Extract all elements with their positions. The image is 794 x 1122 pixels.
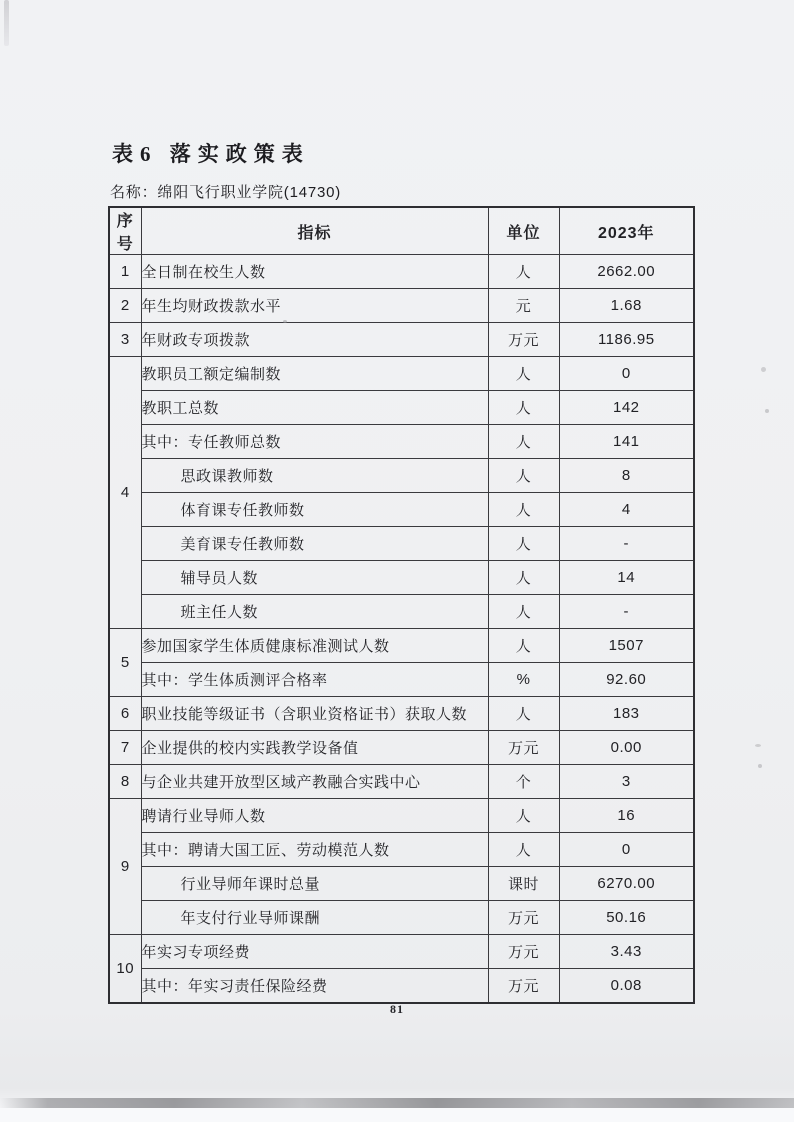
indicator-cell: 教职员工额定编制数 — [141, 357, 488, 391]
row-number-cell: 8 — [109, 765, 141, 799]
unit-cell: 人 — [488, 561, 559, 595]
unit-cell: 万元 — [488, 969, 559, 1004]
row-number-cell: 3 — [109, 323, 141, 357]
unit-cell: 人 — [488, 425, 559, 459]
indicator-cell: 其中：年实习责任保险经费 — [141, 969, 488, 1004]
row-number-cell: 4 — [109, 357, 141, 629]
col-header-unit: 单位 — [488, 207, 559, 255]
table-row — [109, 493, 694, 527]
value-cell: 6270.00 — [559, 867, 694, 901]
table-row — [109, 425, 694, 459]
value-cell: 50.16 — [559, 901, 694, 935]
value-cell: 183 — [559, 697, 694, 731]
unit-cell: 人 — [488, 527, 559, 561]
table-row — [109, 323, 694, 357]
table-row — [109, 595, 694, 629]
table-row — [109, 391, 694, 425]
unit-cell: 人 — [488, 799, 559, 833]
indicator-cell: 全日制在校生人数 — [141, 255, 488, 289]
table-row — [109, 799, 694, 833]
indicator-cell: 其中：专任教师总数 — [141, 425, 488, 459]
value-cell: 142 — [559, 391, 694, 425]
table-row — [109, 527, 694, 561]
unit-cell: 课时 — [488, 867, 559, 901]
indicator-cell: 其中：学生体质测评合格率 — [141, 663, 488, 697]
scan-artifact — [4, 0, 9, 46]
indicator-cell: 与企业共建开放型区域产教融合实践中心 — [141, 765, 488, 799]
policy-table-body — [109, 255, 694, 1004]
row-number-cell: 6 — [109, 697, 141, 731]
table-row — [109, 561, 694, 595]
indicator-cell: 年实习专项经费 — [141, 935, 488, 969]
unit-cell: 个 — [488, 765, 559, 799]
unit-cell: 元 — [488, 289, 559, 323]
value-cell: 4 — [559, 493, 694, 527]
value-cell: 141 — [559, 425, 694, 459]
value-cell: 0.08 — [559, 969, 694, 1004]
unit-cell: % — [488, 663, 559, 697]
table-row — [109, 289, 694, 323]
scan-artifact — [765, 409, 769, 413]
unit-cell: 人 — [488, 833, 559, 867]
unit-cell: 万元 — [488, 731, 559, 765]
indicator-cell: 教职工总数 — [141, 391, 488, 425]
value-cell: 14 — [559, 561, 694, 595]
unit-cell: 人 — [488, 629, 559, 663]
scan-edge-strip — [0, 1108, 794, 1122]
indicator-cell: 企业提供的校内实践教学设备值 — [141, 731, 488, 765]
value-cell: 3.43 — [559, 935, 694, 969]
value-cell: 1.68 — [559, 289, 694, 323]
table-row — [109, 357, 694, 391]
value-cell: 0 — [559, 357, 694, 391]
col-header-no: 序号 — [109, 207, 141, 255]
value-cell: 0 — [559, 833, 694, 867]
table-row — [109, 901, 694, 935]
indicator-cell: 年支付行业导师课酬 — [141, 901, 488, 935]
indicator-cell: 思政课教师数 — [141, 459, 488, 493]
value-cell: 2662.00 — [559, 255, 694, 289]
row-number-cell: 5 — [109, 629, 141, 697]
unit-cell: 人 — [488, 357, 559, 391]
page-title: 表6 落实政策表 — [112, 142, 310, 166]
institution-name-line: 名称：绵阳飞行职业学院(14730) — [110, 184, 342, 201]
indicator-cell: 聘请行业导师人数 — [141, 799, 488, 833]
unit-cell: 万元 — [488, 935, 559, 969]
table-row — [109, 765, 694, 799]
unit-cell: 人 — [488, 493, 559, 527]
row-number-cell: 7 — [109, 731, 141, 765]
value-cell: 92.60 — [559, 663, 694, 697]
value-cell: 0.00 — [559, 731, 694, 765]
table-row — [109, 935, 694, 969]
indicator-cell: 美育课专任教师数 — [141, 527, 488, 561]
page-number: 81 — [390, 1002, 404, 1016]
value-cell: 8 — [559, 459, 694, 493]
table-row — [109, 255, 694, 289]
indicator-cell: 职业技能等级证书（含职业资格证书）获取人数 — [141, 697, 488, 731]
scan-artifact — [283, 320, 287, 323]
indicator-cell: 年生均财政拨款水平 — [141, 289, 488, 323]
unit-cell: 人 — [488, 391, 559, 425]
value-cell: 16 — [559, 799, 694, 833]
row-number-cell: 9 — [109, 799, 141, 935]
table-row — [109, 731, 694, 765]
value-cell: 1186.95 — [559, 323, 694, 357]
col-header-indicator: 指标 — [141, 207, 488, 255]
table-row — [109, 833, 694, 867]
unit-cell: 人 — [488, 255, 559, 289]
table-row — [109, 629, 694, 663]
unit-cell: 人 — [488, 459, 559, 493]
table-row — [109, 459, 694, 493]
value-cell: - — [559, 527, 694, 561]
indicator-cell: 辅导员人数 — [141, 561, 488, 595]
value-cell: 3 — [559, 765, 694, 799]
col-header-year: 2023年 — [559, 207, 694, 255]
value-cell: - — [559, 595, 694, 629]
table-row — [109, 969, 694, 1004]
indicator-cell: 年财政专项拨款 — [141, 323, 488, 357]
indicator-cell: 班主任人数 — [141, 595, 488, 629]
policy-table — [108, 206, 695, 1004]
unit-cell: 人 — [488, 595, 559, 629]
scan-shadow-band — [0, 1098, 794, 1108]
table-row — [109, 867, 694, 901]
scan-artifact — [758, 764, 762, 768]
value-cell: 1507 — [559, 629, 694, 663]
indicator-cell: 行业导师年课时总量 — [141, 867, 488, 901]
unit-cell: 万元 — [488, 323, 559, 357]
scan-artifact — [761, 367, 766, 372]
table-row — [109, 663, 694, 697]
table-row — [109, 697, 694, 731]
header-row — [109, 207, 694, 255]
scan-artifact — [755, 744, 761, 747]
indicator-cell: 其中：聘请大国工匠、劳动模范人数 — [141, 833, 488, 867]
unit-cell: 人 — [488, 697, 559, 731]
row-number-cell: 10 — [109, 935, 141, 1004]
row-number-cell: 1 — [109, 255, 141, 289]
policy-table-header — [109, 207, 694, 255]
row-number-cell: 2 — [109, 289, 141, 323]
indicator-cell: 体育课专任教师数 — [141, 493, 488, 527]
indicator-cell: 参加国家学生体质健康标准测试人数 — [141, 629, 488, 663]
unit-cell: 万元 — [488, 901, 559, 935]
